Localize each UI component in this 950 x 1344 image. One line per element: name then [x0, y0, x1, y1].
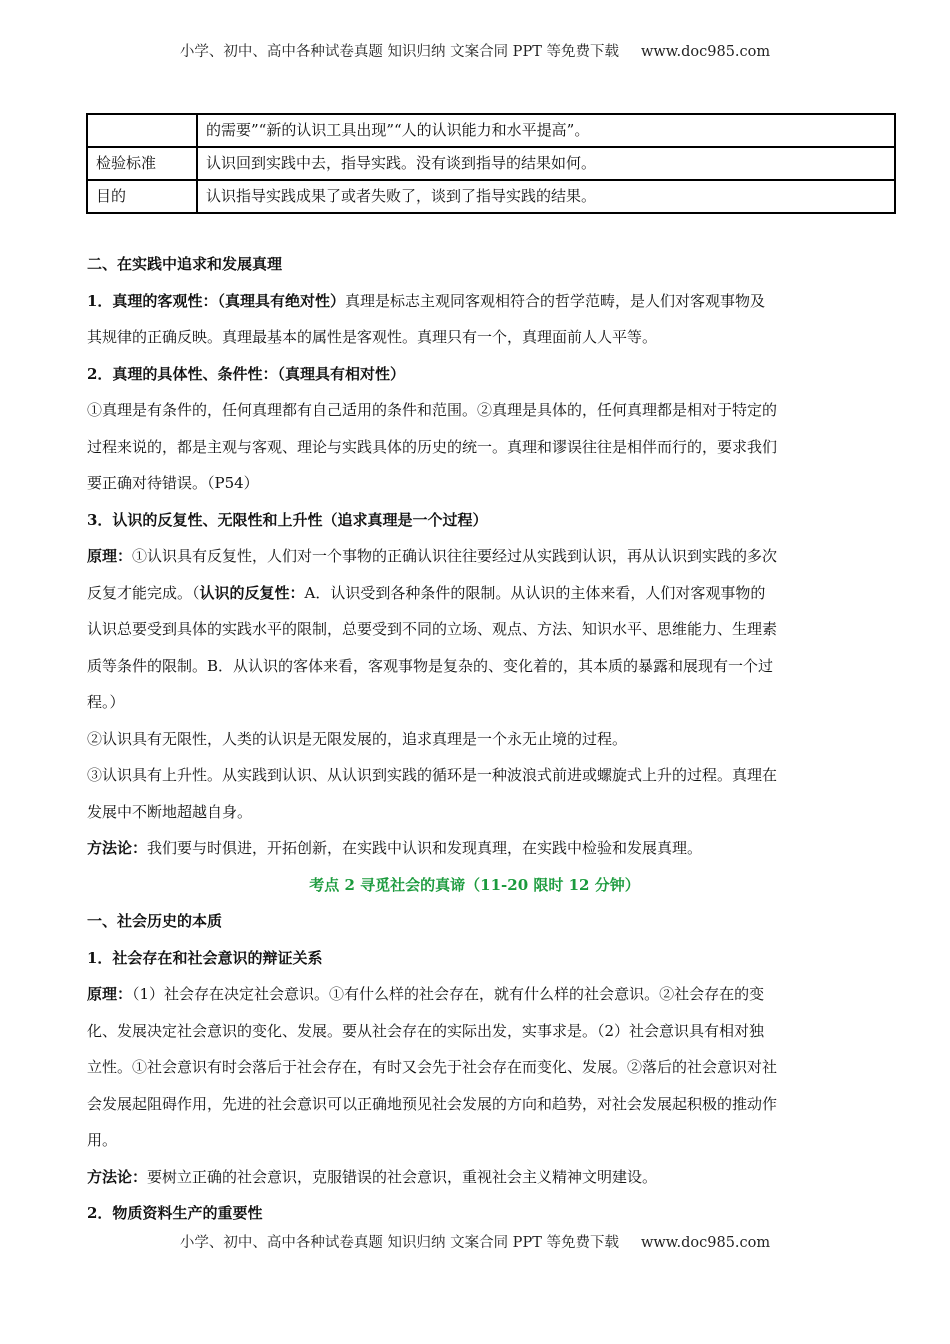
bold-label: 方法论：	[87, 839, 148, 857]
paragraph-line: 会发展起阻碍作用，先进的社会意识可以正确地预见社会发展的方向和趋势，对社会发展起积极的推动作	[87, 1094, 778, 1113]
subsection-heading: 2．物质资料生产的重要性	[87, 1204, 263, 1222]
footer-site-link[interactable]: www.doc985.com	[640, 1235, 771, 1251]
footer-text: 小学、初中、高中各种试卷真题 知识归纳 文案合同 PPT 等免费下载	[179, 1235, 619, 1251]
paragraph-text: A．认识受到各种条件的限制。从认识的主体来看，人们对客观事物的	[304, 583, 766, 602]
table-cell-text: 的需要”“新的认识工具出现”“人的认识能力和水平提高”。	[197, 114, 895, 147]
document-body	[87, 246, 862, 1232]
header-text: 小学、初中、高中各种试卷真题 知识归纳 文案合同 PPT 等免费下载	[179, 44, 619, 60]
paragraph-line: ③认识具有上升性。从实践到认识、从认识到实践的循环是一种波浪式前进或螺旋式上升的过程。真理在	[87, 766, 778, 784]
paragraph-line	[87, 1159, 862, 1196]
subsection-heading: 3．认识的反复性、无限性和上升性（追求真理是一个过程）	[87, 510, 488, 529]
paragraph-line: 化、发展决定社会意识的变化、发展。要从社会存在的实际出发，实事求是。（2）社会意识具有相对独	[87, 1021, 765, 1040]
table-row	[87, 180, 895, 213]
bold-label: 原理：	[87, 547, 133, 565]
paragraph-line	[87, 575, 862, 612]
paragraph-line	[87, 976, 862, 1013]
subsection-heading: 1．社会存在和社会意识的辩证关系	[87, 948, 323, 967]
paragraph-line: ①真理是有条件的，任何真理都有自己适用的条件和范围。②真理是具体的，任何真理都是相对于特定的	[87, 401, 778, 419]
paragraph-line: ②认识具有无限性，人类的认识是无限发展的，追求真理是一个永无止境的过程。	[87, 729, 628, 748]
paragraph-line: 过程来说的，都是主观与客观、理论与实践具体的历史的统一。真理和谬误往往是相伴而行的，要求我们	[87, 437, 778, 456]
subsection-heading: 2．真理的具体性、条件性：（真理具有相对性）	[87, 364, 405, 383]
bold-label: 方法论：	[87, 1167, 148, 1186]
paragraph-text: ①认识具有反复性，人们对一个事物的正确认识往往要经过从实践到认识，再从认识到实践的多次	[132, 547, 778, 565]
paragraph-line: 用。	[87, 1131, 118, 1149]
header-site-link[interactable]: www.doc985.com	[640, 44, 771, 60]
exam-point-heading: 考点 2 寻觅社会的真谛（11-20 限时 12 分钟）	[309, 875, 640, 894]
paragraph-line: 程。）	[87, 693, 125, 711]
paragraph-line: 要正确对待错误。（P54）	[87, 474, 259, 492]
table-cell-label	[87, 114, 197, 147]
page-footer	[0, 1231, 950, 1252]
table-cell-text: 认识回到实践中去，指导实践。没有谈到指导的结果如何。	[197, 147, 895, 180]
section-heading: 二、在实践中追求和发展真理	[87, 255, 283, 273]
paragraph-text: （1）社会存在决定社会意识。①有什么样的社会存在，就有什么样的社会意识。②社会存在的变	[132, 985, 765, 1003]
bold-label: 1．真理的客观性：（真理具有绝对性）	[87, 291, 345, 310]
table-cell-text: 认识指导实践成果了或者失败了，谈到了指导实践的结果。	[197, 180, 895, 213]
section-heading: 一、社会历史的本质	[87, 912, 223, 930]
paragraph-line: 认识总要受到具体的实践水平的限制，总要受到不同的立场、观点、方法、知识水平、思维能力、生理素	[87, 620, 778, 638]
paragraph-line	[87, 283, 862, 320]
comparison-table	[86, 113, 896, 214]
paragraph-text: 我们要与时俱进，开拓创新，在实践中认识和发现真理，在实践中检验和发展真理。	[147, 839, 703, 857]
table-cell-label: 检验标准	[87, 147, 197, 180]
paragraph-line: 其规律的正确反映。真理最基本的属性是客观性。真理只有一个，真理面前人人平等。	[87, 328, 658, 346]
paragraph-text: 真理是标志主观同客观相符合的哲学范畴，是人们对客观事物及	[344, 291, 765, 310]
table-row	[87, 114, 895, 147]
paragraph-text: 反复才能完成。（	[87, 583, 200, 602]
paragraph-line	[87, 830, 862, 867]
paragraph-line: 质等条件的限制。B．从认识的客体来看，客观事物是复杂的、变化着的，其本质的暴露和展现有一个过	[87, 656, 774, 675]
table-row	[87, 147, 895, 180]
paragraph-text: 要树立正确的社会意识，克服错误的社会意识，重视社会主义精神文明建设。	[147, 1167, 658, 1186]
bold-label: 原理：	[87, 985, 133, 1003]
page-header	[0, 40, 950, 61]
paragraph-line: 发展中不断地超越自身。	[87, 802, 253, 821]
table-cell-label: 目的	[87, 180, 197, 213]
bold-label: 认识的反复性：	[199, 583, 305, 602]
paragraph-line	[87, 538, 862, 575]
paragraph-line: 立性。①社会意识有时会落后于社会存在，有时又会先于社会存在而变化、发展。②落后的社会意识对社	[87, 1058, 778, 1076]
